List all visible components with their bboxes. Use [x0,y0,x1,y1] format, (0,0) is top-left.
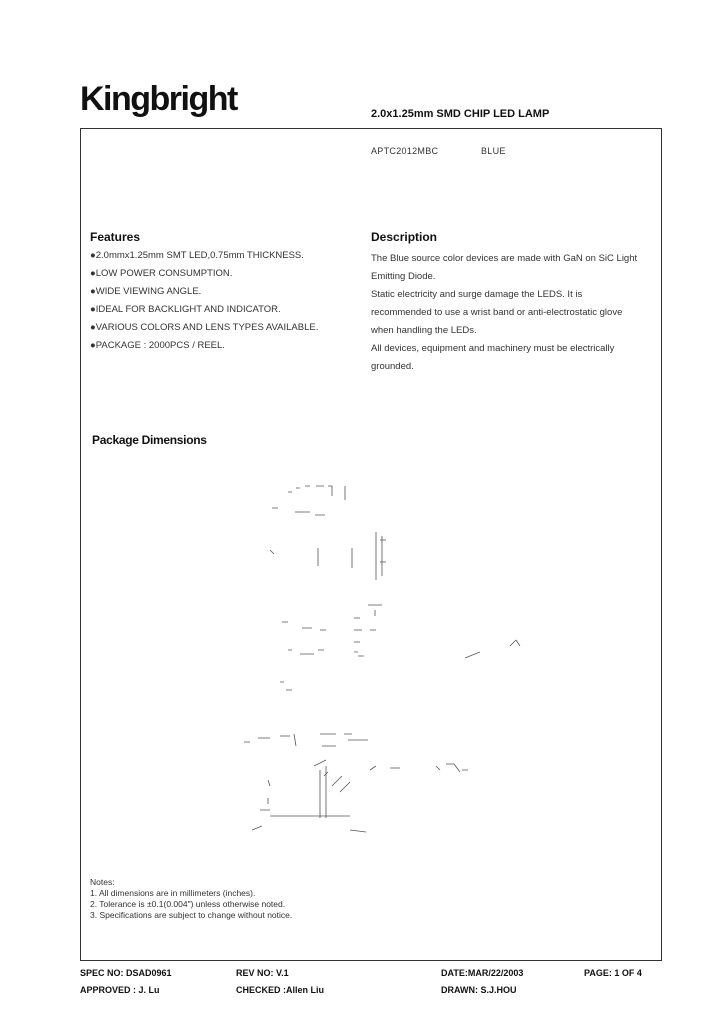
note-item: 1. All dimensions are in millimeters (inches). [90,888,256,898]
features-heading: Features [90,230,141,244]
approved-by: APPROVED : J. Lu [80,985,160,995]
feature-item: ●VARIOUS COLORS AND LENS TYPES AVAILABLE. [90,322,319,333]
document-title: 2.0x1.25mm SMD CHIP LED LAMP [371,108,550,120]
description-paragraph: All devices, equipment and machinery must be electrically grounded. [371,343,615,372]
checked-by: CHECKED :Allen Liu [236,985,325,995]
feature-item: ●WIDE VIEWING ANGLE. [90,286,202,297]
note-item: 2. Tolerance is ±0.1(0.004") unless otherwise noted. [90,899,286,909]
feature-item: ●IDEAL FOR BACKLIGHT AND INDICATOR. [90,304,281,315]
note-item: 3. Specifications are subject to change without notice. [90,910,293,920]
feature-item: ●LOW POWER CONSUMPTION. [90,268,233,279]
brand-logo: Kingbright [80,80,237,118]
description-heading: Description [371,230,438,244]
package-dimension-drawing [240,470,540,850]
description-paragraph: The Blue source color devices are made with GaN on SiC Light Emitting Diode. [371,253,638,282]
feature-item: ●PACKAGE : 2000PCS / REEL. [90,340,225,351]
drawn-by: DRAWN: S.J.HOU [441,985,517,995]
spec-number: SPEC NO: DSAD0961 [80,968,172,978]
feature-item: ●2.0mmx1.25mm SMT LED,0.75mm THICKNESS. [90,250,304,261]
package-dimensions-heading: Package Dimensions [92,433,207,447]
part-number: APTC2012MBC [371,146,439,156]
description-text [371,250,643,376]
document-date: DATE:MAR/22/2003 [441,968,524,978]
description-paragraph: Static electricity and surge damage the LEDS. It is recommended to use a wrist band or anti-electrostatic glove when handling the LEDs. [371,289,623,336]
part-color: BLUE [481,146,506,156]
notes-section [90,877,292,921]
notes-heading: Notes: [90,877,115,887]
revision-number: REV NO: V.1 [236,968,289,978]
page-number: PAGE: 1 OF 4 [584,968,642,978]
features-list [90,250,318,358]
